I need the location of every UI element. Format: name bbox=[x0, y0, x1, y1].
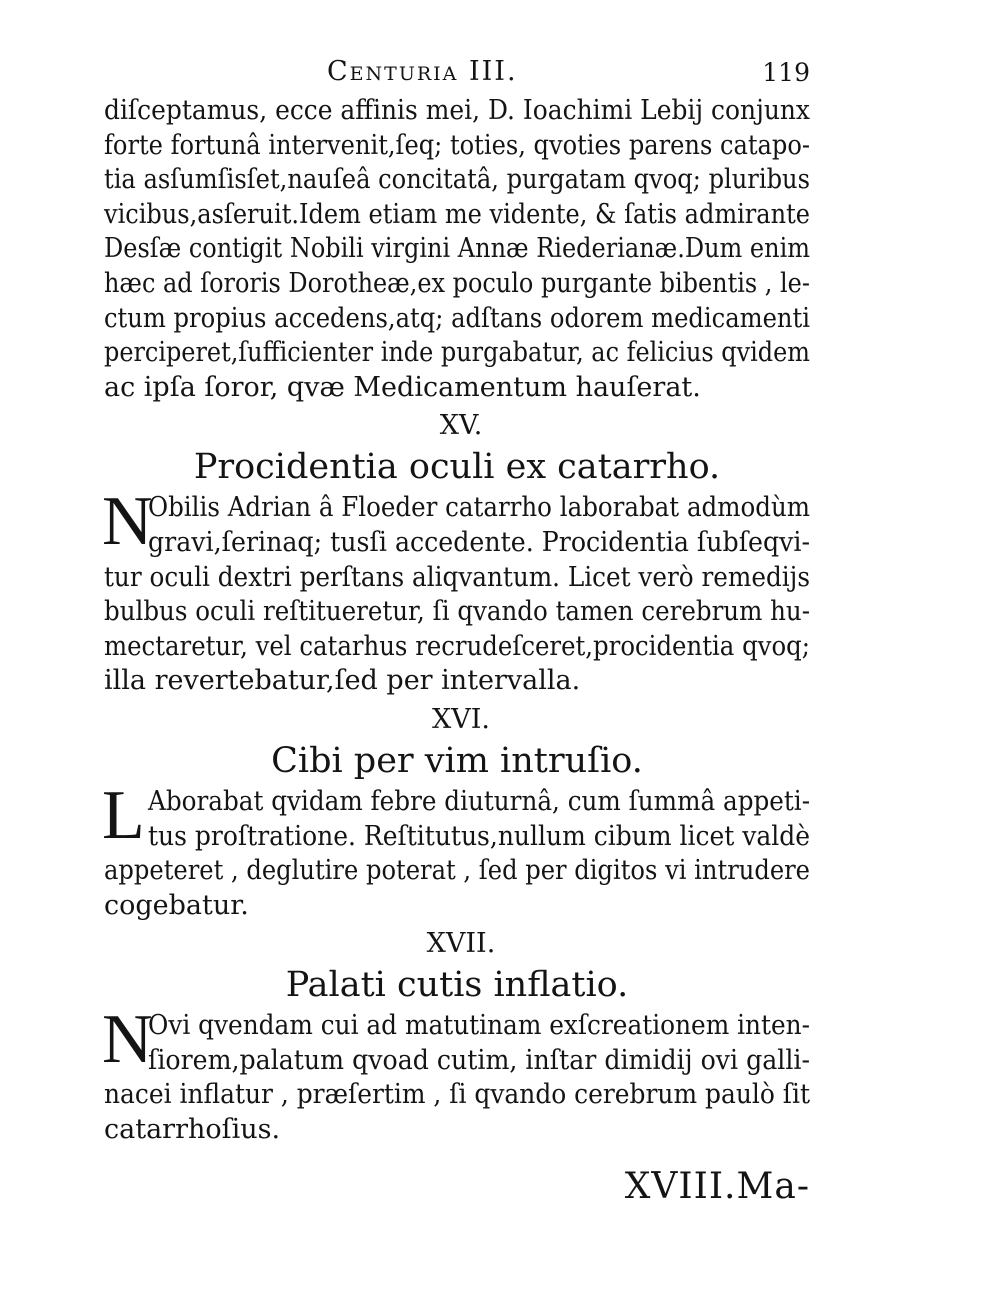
text-line: diſceptamus, ecce affinis mei, D. Ioachimi Lebij conjunx bbox=[104, 95, 810, 126]
text-line: tur oculi dextri perſtans aliqvantum. Licet verò remedijs bbox=[104, 561, 811, 593]
text-line: ac ipſa ſoror, qvæ Medicamentum hauſerat. bbox=[104, 371, 701, 403]
catchword: XVIII.Ma- bbox=[624, 1165, 810, 1207]
text-line: ctum propius accedens,atq; adſtans odorem medicamenti bbox=[104, 302, 811, 334]
text-line: ſiorem,palatum qvoad cutim, inſtar dimidij ovi galli- bbox=[148, 1044, 811, 1076]
section-number: XVII. bbox=[426, 928, 496, 960]
text-line: Aborabat qvidam febre diuturnâ, cum ſummâ appeti- bbox=[148, 785, 811, 817]
book-page bbox=[104, 50, 810, 1212]
text-line: hæc ad ſororis Dorotheæ,ex poculo purgante bibentis , le- bbox=[104, 267, 810, 299]
intro-paragraph bbox=[104, 94, 810, 405]
section-paragraph bbox=[102, 1001, 811, 1147]
text-line: mectaretur, vel catarhus recrudeſceret,procidentia qvoq; bbox=[104, 630, 810, 662]
section-paragraph bbox=[102, 483, 811, 699]
section-title: Cibi per vim intruſio. bbox=[271, 740, 643, 781]
text-line: tia asſumſisſet,nauſeâ concitatâ, purgatam qvoq; pluribus bbox=[104, 164, 810, 196]
section-title: Palati cutis inflatio. bbox=[285, 965, 629, 1006]
text-line: appeteret , deglutire poterat , ſed per digitos vi intrudere bbox=[104, 855, 811, 887]
text-line: gravi,ſerinaq; tusſi accedente. Procidentia ſubſeqvi- bbox=[148, 526, 811, 558]
section-xv bbox=[104, 409, 810, 699]
text-line: illa revertebatur,ſed per intervalla. bbox=[104, 665, 581, 697]
section-number: XVI. bbox=[432, 703, 490, 735]
section-number: XV. bbox=[439, 410, 483, 442]
section-xvii bbox=[104, 927, 810, 1147]
text-line: vicibus,asſeruit.Idem etiam me vidente, & ſatis admirante bbox=[104, 198, 810, 230]
text-line: nacei inflatur , præſertim , ſi qvando cerebrum paulò ſit bbox=[104, 1079, 810, 1111]
drop-cap: N bbox=[102, 483, 153, 561]
page-number: 119 bbox=[762, 58, 810, 87]
section-xvi bbox=[104, 703, 810, 923]
drop-cap: L bbox=[102, 776, 145, 854]
text-line: Obilis Adrian â Floeder catarrho laborabat admodùm bbox=[148, 492, 811, 524]
text-line: cogebatur. bbox=[104, 889, 249, 921]
section-paragraph bbox=[102, 776, 811, 923]
section-title: Procidentia oculi ex catarrho. bbox=[193, 447, 721, 488]
text-line: perciperet,ſufficienter inde purgabatur, ac felicius qvidem bbox=[104, 337, 810, 369]
text-line: bulbus oculi reſtitueretur, ſi qvando tamen cerebrum hu- bbox=[104, 596, 810, 628]
text-line: tus proſtratione. Reſtitutus,nullum cibum licet valdè bbox=[148, 820, 811, 852]
running-title: Centuria III. bbox=[327, 56, 518, 87]
text-line: forte fortunâ intervenit,ſeq; toties, qvoties parens catapo- bbox=[104, 129, 811, 161]
running-head bbox=[104, 50, 810, 94]
text-line: catarrhoſius. bbox=[104, 1114, 281, 1146]
drop-cap: N bbox=[102, 1001, 153, 1079]
text-line: Ovi qvendam cui ad matutinam exſcreationem inten- bbox=[148, 1010, 811, 1042]
text-line: Desſæ contigit Nobili virgini Annæ Riederianæ.Dum enim bbox=[104, 233, 811, 265]
